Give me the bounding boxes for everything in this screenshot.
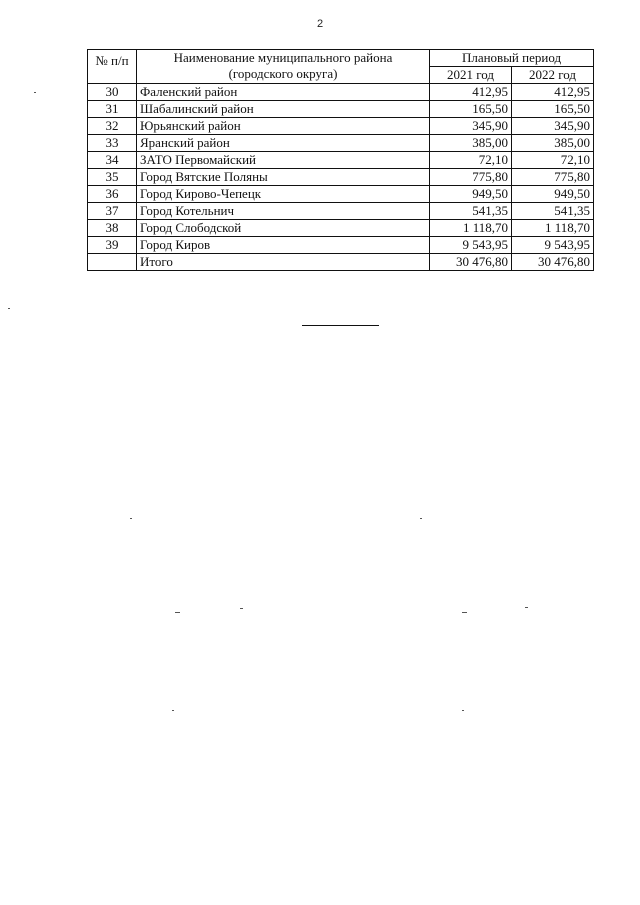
- row-number: 31: [88, 101, 137, 118]
- row-value-2022: 775,80: [512, 169, 594, 186]
- row-number: 37: [88, 203, 137, 220]
- row-district-name: ЗАТО Первомайский: [137, 152, 430, 169]
- table-row: [88, 118, 594, 135]
- row-value-2021: 1 118,70: [430, 220, 512, 237]
- header-row: [88, 50, 594, 67]
- row-value-2022: 949,50: [512, 186, 594, 203]
- row-value-2021: 165,50: [430, 101, 512, 118]
- row-district-name: Фаленский район: [137, 84, 430, 101]
- total-label: Итого: [137, 254, 430, 271]
- header-year-2021: 2021 год: [430, 67, 512, 84]
- row-value-2022: 345,90: [512, 118, 594, 135]
- row-value-2022: 1 118,70: [512, 220, 594, 237]
- scan-speck: [8, 308, 10, 309]
- table-row: [88, 186, 594, 203]
- scan-speck: [420, 518, 422, 519]
- total-number: [88, 254, 137, 271]
- row-district-name: Яранский район: [137, 135, 430, 152]
- table-row: [88, 135, 594, 152]
- scan-speck: [462, 612, 467, 613]
- budget-table: [87, 49, 594, 271]
- scan-speck: [175, 612, 180, 613]
- scan-speck: [34, 92, 36, 93]
- separator-line: [302, 325, 379, 326]
- row-value-2022: 165,50: [512, 101, 594, 118]
- table-row: [88, 220, 594, 237]
- scan-speck: [462, 710, 464, 711]
- row-number: 39: [88, 237, 137, 254]
- header-period: Плановый период: [430, 50, 594, 67]
- header-name-line1: Наименование муниципального района: [173, 50, 393, 65]
- row-district-name: Город Вятские Поляны: [137, 169, 430, 186]
- table-row: [88, 169, 594, 186]
- row-value-2022: 412,95: [512, 84, 594, 101]
- table-row: [88, 237, 594, 254]
- row-value-2021: 345,90: [430, 118, 512, 135]
- row-district-name: Город Слободской: [137, 220, 430, 237]
- row-district-name: Юрьянский район: [137, 118, 430, 135]
- page-number: 2: [316, 18, 324, 30]
- table-row: [88, 152, 594, 169]
- header-name-line2: (городского округа): [228, 66, 338, 82]
- row-value-2022: 541,35: [512, 203, 594, 220]
- row-value-2021: 412,95: [430, 84, 512, 101]
- row-number: 30: [88, 84, 137, 101]
- row-value-2021: 775,80: [430, 169, 512, 186]
- table-row: [88, 203, 594, 220]
- row-number: 35: [88, 169, 137, 186]
- row-district-name: Шабалинский район: [137, 101, 430, 118]
- row-number: 32: [88, 118, 137, 135]
- row-district-name: Город Кирово-Чепецк: [137, 186, 430, 203]
- table-header: [88, 50, 594, 84]
- scan-speck: [172, 710, 174, 711]
- row-value-2021: 72,10: [430, 152, 512, 169]
- row-value-2022: 72,10: [512, 152, 594, 169]
- header-year-2022: 2022 год: [512, 67, 594, 84]
- table-row: [88, 84, 594, 101]
- row-value-2022: 9 543,95: [512, 237, 594, 254]
- row-district-name: Город Котельнич: [137, 203, 430, 220]
- scan-speck: [525, 607, 528, 608]
- total-value-2022: 30 476,80: [512, 254, 594, 271]
- row-value-2021: 541,35: [430, 203, 512, 220]
- row-value-2021: 949,50: [430, 186, 512, 203]
- row-value-2021: 385,00: [430, 135, 512, 152]
- total-value-2021: 30 476,80: [430, 254, 512, 271]
- row-number: 38: [88, 220, 137, 237]
- row-value-2022: 385,00: [512, 135, 594, 152]
- table-body: [88, 84, 594, 271]
- header-name: [137, 50, 430, 84]
- row-number: 36: [88, 186, 137, 203]
- total-row: [88, 254, 594, 271]
- row-value-2021: 9 543,95: [430, 237, 512, 254]
- header-num: № п/п: [88, 50, 137, 84]
- scan-speck: [130, 518, 132, 519]
- row-district-name: Город Киров: [137, 237, 430, 254]
- row-number: 33: [88, 135, 137, 152]
- table-row: [88, 101, 594, 118]
- scan-speck: [240, 608, 243, 609]
- row-number: 34: [88, 152, 137, 169]
